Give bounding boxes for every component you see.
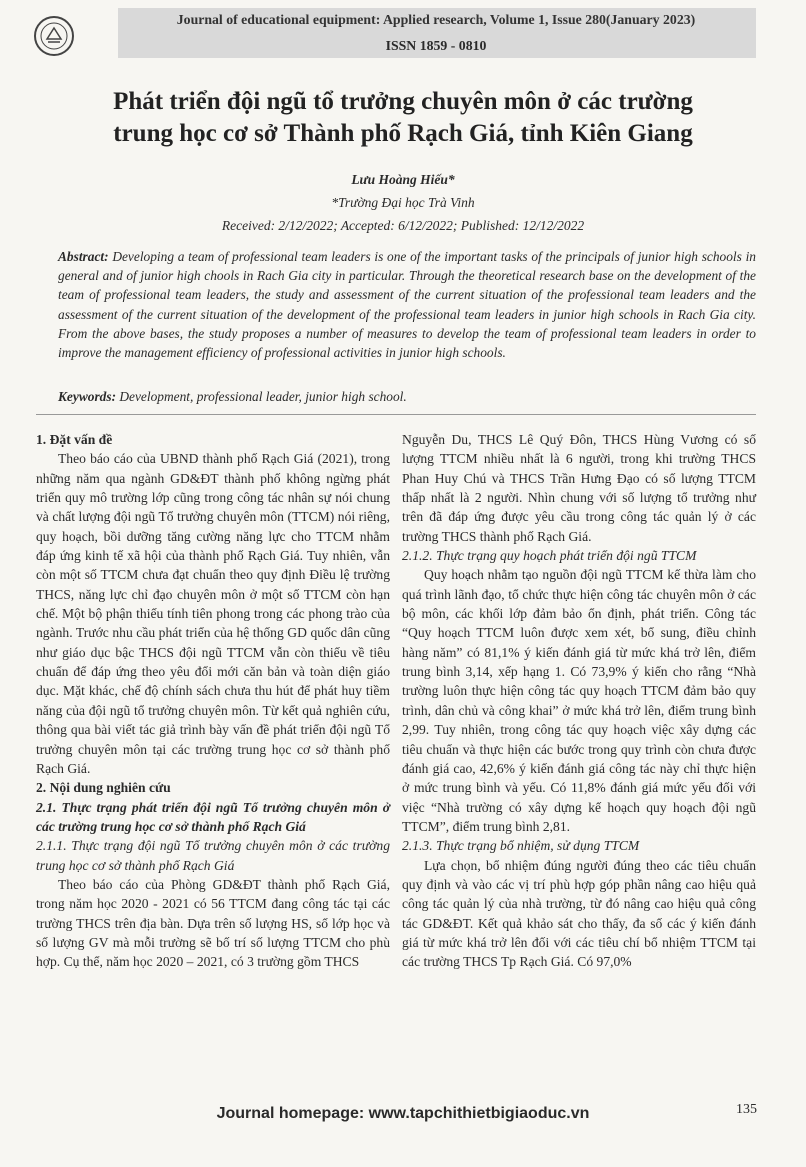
article-title (40, 86, 766, 150)
right-column (402, 430, 756, 972)
author-affiliation: *Trường Đại học Trà Vinh (331, 195, 475, 210)
section-heading-2: 2. Nội dung nghiên cứu (36, 780, 171, 796)
paragraph: Nguyễn Du, THCS Lê Quý Đôn, THCS Hùng Vương có số lượng TTCM nhiều nhất là 6 người, trong khi trường THCS Phan Huy Chú và THCS Trần Hưng Đạo có số lượng TTCM thấp nhất là 2 người. Nhìn chung với số lượng tổ trưởng như trên đã đáp ứng được yêu cầu trong công tác quản lý ở các trường THCS thành phố Rạch Giá. (402, 432, 756, 544)
paragraph: Theo báo cáo của UBND thành phố Rạch Giá (2021), trong những năm qua ngành GD&ĐT thành phố không ngừng phát triển quy mô trường lớp cũng trong công tác nhân sự nói chung và chất lượng đội ngũ Tổ trưởng chuyên môn (TTCM) nói riêng, quy hoạch, bồi dưỡng tăng cường năng lực cho TTCM nhằm đáp ứng kinh tế xã hội của thành phố Rạch Giá. Tuy nhiên, vẫn còn một số TTCM chưa đạt chuẩn theo quy định Điều lệ trường THCS, năng lực chỉ đạo chuyên môn ở một số TTCM còn hạn chế. Một bộ phận thiếu tính tiên phong trong các phong trào của ngành. Trước nhu cầu phát triển của hệ thống GD quốc dân cũng như giáo dục bậc THCS đội ngũ TTCM vẫn còn thiếu về tiêu chuẩn để đáp ứng theo yêu đổi mới căn bản và toàn diện giáo dục. Mặt khác, chế độ chính sách chưa thu hút để phát huy tiềm năng của đội ngũ tổ trưởng chuyên môn. Từ kết quả nghiên cứu, thông qua bài viết tác giả trình bày vấn đề phát triển đội ngũ Tổ trưởng chuyên môn tại các trường trung học cơ sở thành phố Rạch Giá. (36, 451, 390, 776)
paragraph: Lựa chọn, bổ nhiệm đúng người đúng theo các tiêu chuẩn quy định và vào các vị trí phù hợp góp phần nâng cao hiệu quả công tác quản lý của nhà trường, từ đó nâng cao hiệu quả công tác GD&ĐT. Kết quả khảo sát cho thấy, đa số các ý kiến đánh giá từ mức khá trở lên đối với các tiêu chí bổ nhiệm TTCM tại các trường THCS Tp Rạch Giá. Có 97,0% (402, 857, 756, 970)
article-dates: Received: 2/12/2022; Accepted: 6/12/2022; Published: 12/12/2022 (221, 218, 585, 233)
left-column (36, 430, 390, 972)
subsection-heading-2-1: 2.1. Thực trạng phát triển đội ngũ Tổ trưởng chuyên môn ở các trường trung học cơ sở thành phố Rạch Giá (36, 799, 390, 834)
abstract (58, 247, 756, 362)
abstract-text: Developing a team of professional team leaders is one of the important tasks of the principals of junior high schools in general and of junior high chools in Rach Gia city in particular. Through the theoretical research base on the development of the team of professional team leaders, the study and assessment of the current situation of the professional team leaders and the assessment of the current situation of the development of the professional team leaders in junior high schools in Rach Gia city. From the above bases, the study proposes a number of measures to develop the team of professional team leaders in order to improve the management efficiency of professional activities in junior high schools. (58, 249, 756, 361)
title-line-2: trung học cơ sở Thành phố Rạch Giá, tỉnh Kiên Giang (113, 120, 693, 147)
abstract-label: Abstract: (58, 249, 109, 264)
journal-homepage: Journal homepage: www.tapchithietbigiaoduc.vn (216, 1105, 590, 1122)
page-number: 135 (736, 1102, 757, 1117)
subsection-heading-2-1-3: 2.1.3. Thực trạng bổ nhiệm, sử dụng TTCM (402, 838, 640, 854)
paragraph: Quy hoạch nhằm tạo nguồn đội ngũ TTCM kế thừa làm cho quá trình lãnh đạo, tổ chức thực hiện công tác chuyên môn ở các bộ môn, các khối lớp đảm bảo ổn định, phát triển. Công tác “Quy hoạch TTCM luôn được xem xét, bổ sung, điều chỉnh hàng năm” có 81,1% ý kiến đánh giá từ mức khá trở lên, điểm trung bình 3,14, xếp hạng 1. Có 73,9% ý kiến cho rằng “Nhà trường luôn thực hiện công tác quy hoạch TTCM đảm bảo quy trình, dân chủ và công khai” ở mức khá trở lên, điểm trung bình 2,99. Tuy nhiên, trong công tác quy hoạch việc xây dựng các tiêu chuẩn và thực hiện các bước trong quy trình còn chưa được đánh giá cao, 42,6% ý kiến đánh giá công tác này chỉ thực hiện ở mức trung bình và yếu. Có 11,8% đánh giá mức yếu đối với việc “Nhà trường có xây dựng kế hoạch quy hoạch đội ngũ TTCM”, điểm trung bình 2,81. (402, 567, 756, 834)
subsection-heading-2-1-1: 2.1.1. Thực trạng đội ngũ Tổ trưởng chuyên môn ở các trường trung học cơ sở thành phố Rạch Giá (36, 838, 390, 873)
title-line-1: Phát triển đội ngũ tổ trưởng chuyên môn ở các trường (113, 88, 693, 115)
paragraph: Theo báo cáo của Phòng GD&ĐT thành phố Rạch Giá, trong năm học 2020 - 2021 có 56 TTCM đang công tác tại các trường THCS trên địa bàn. Dựa trên số lượng HS, số lớp học và số lượng GV mà mỗi trường sẽ bố trí số lượng TTCM cho phù hợp. Cụ thể, năm học 2020 – 2021, có 3 trường gồm THCS (36, 876, 390, 970)
keywords-text: Development, professional leader, junior high school. (116, 389, 407, 404)
author-name: Lưu Hoàng Hiếu* (351, 172, 455, 187)
issn: ISSN 1859 - 0810 (385, 38, 487, 53)
journal-seal-icon (34, 16, 74, 56)
divider (36, 414, 756, 415)
keywords (58, 389, 756, 405)
journal-citation: Journal of educational equipment: Applied research, Volume 1, Issue 280(January 2023) (176, 12, 696, 27)
keywords-label: Keywords: (58, 389, 117, 404)
subsection-heading-2-1-2: 2.1.2. Thực trạng quy hoạch phát triển đội ngũ TTCM (402, 548, 697, 564)
section-heading-1: 1. Đặt vấn đề (36, 432, 113, 447)
